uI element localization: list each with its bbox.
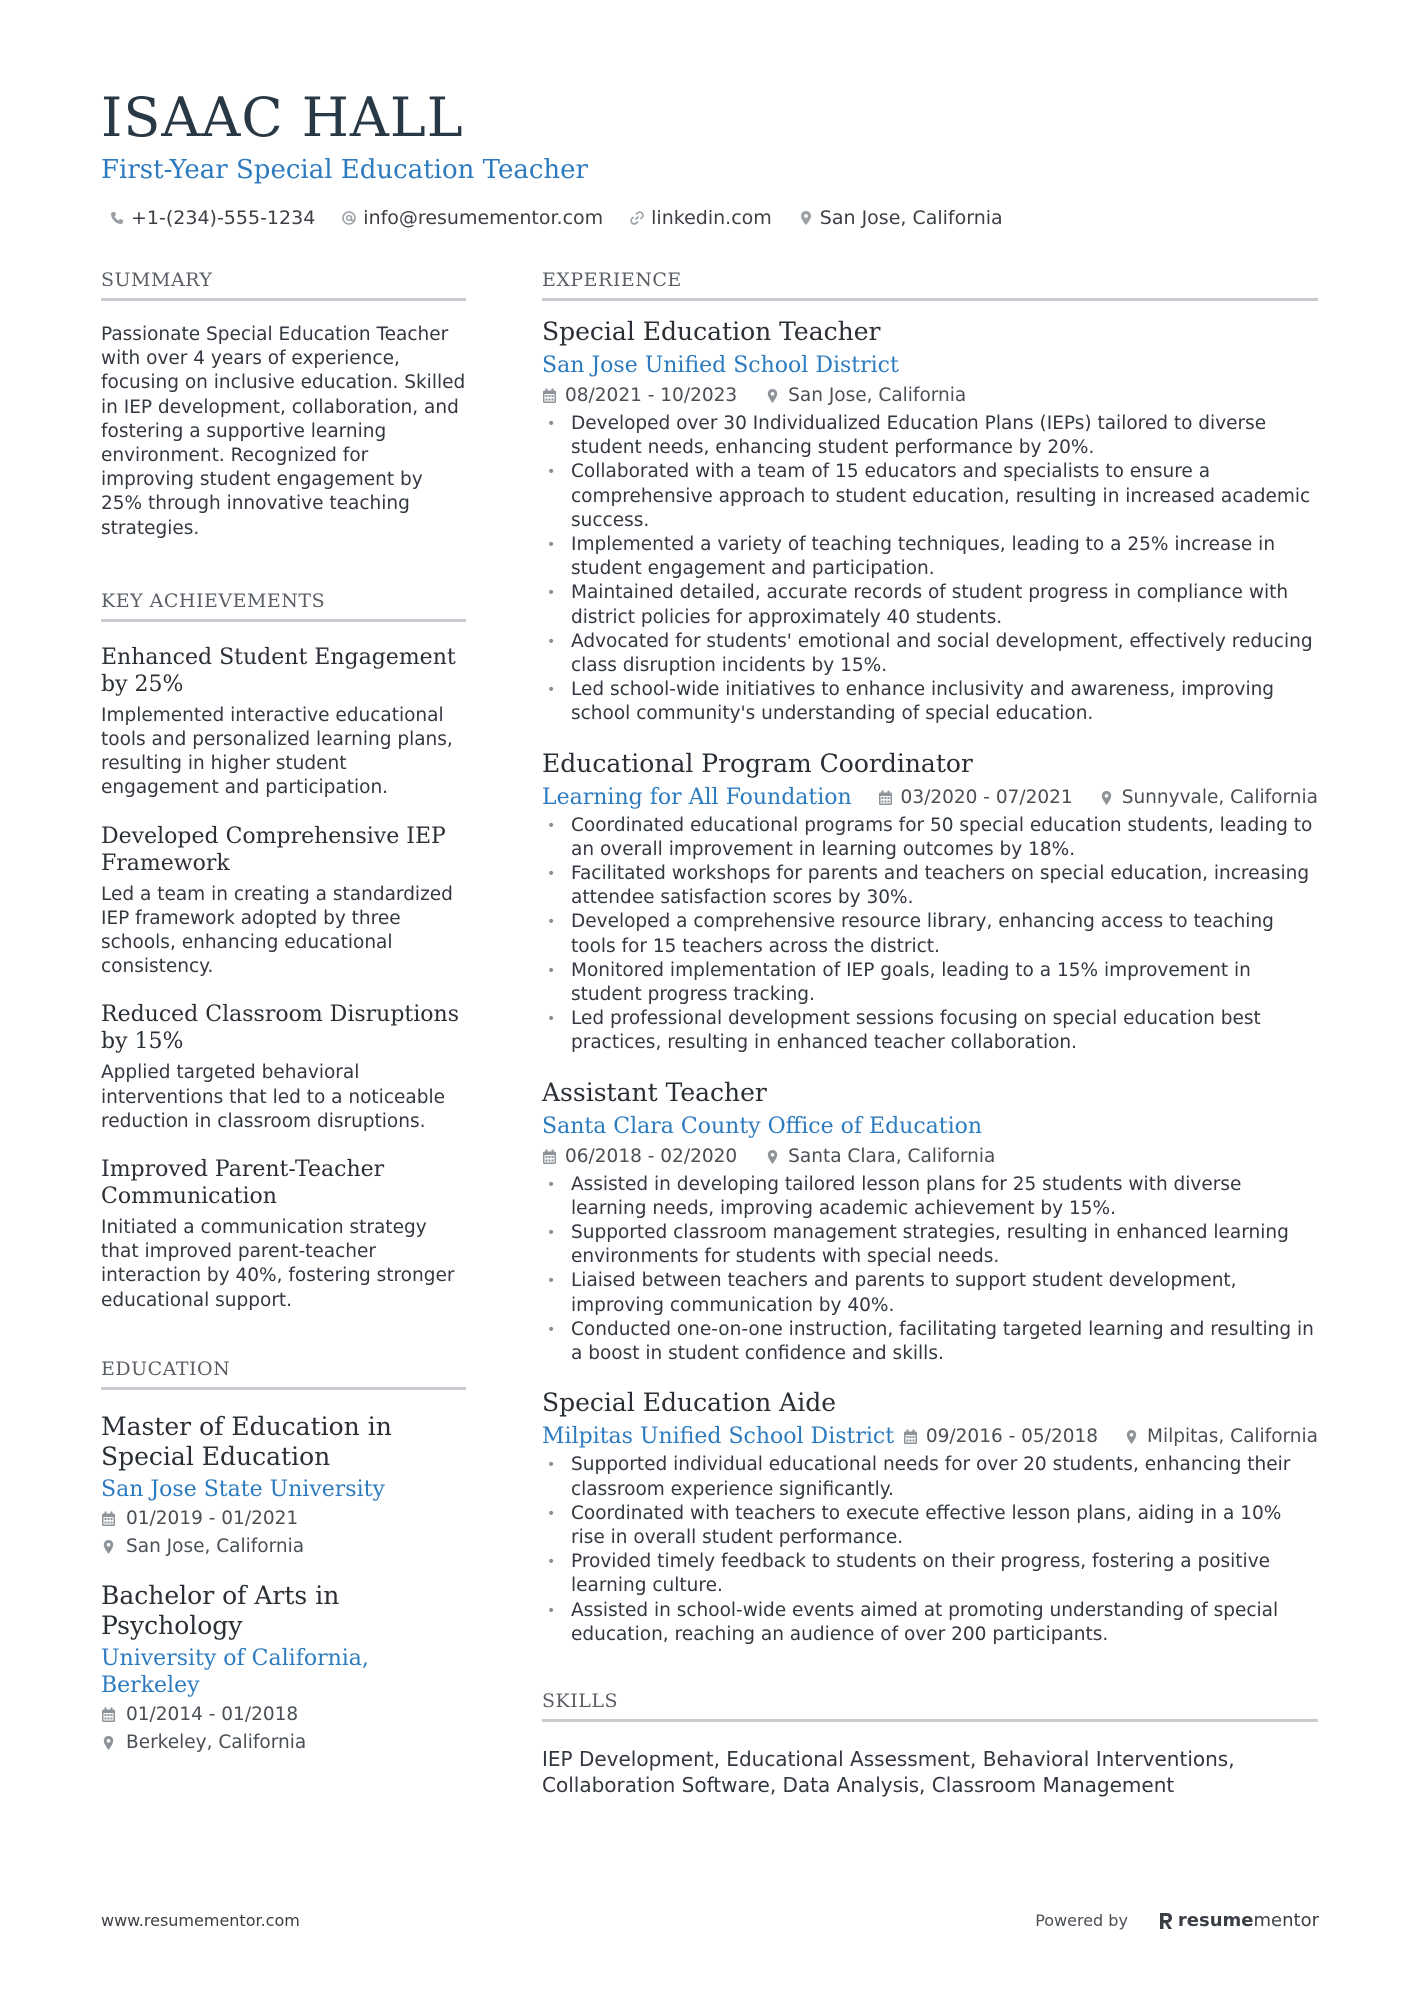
- job-location-text: Sunnyvale, California: [1121, 786, 1318, 808]
- job-company: Learning for All Foundation: [542, 784, 852, 810]
- job-bullet: • Facilitated workshops for parents and teachers on special education, increasing attendee satisfaction scores by 30%.: [542, 862, 1318, 910]
- left-column: [101, 268, 466, 1755]
- job-dates-text: 06/2018 - 02/2020: [565, 1145, 738, 1167]
- job-meta-group: [878, 784, 1318, 812]
- education-location-text: San Jose, California: [126, 1535, 305, 1557]
- candidate-name: ISAAC HALL: [101, 86, 464, 149]
- contact-location-text: San Jose, California: [819, 207, 1003, 229]
- calendar-icon: [878, 790, 893, 806]
- experience-section: [542, 268, 1318, 1647]
- powered-by-label: Powered by: [1035, 1911, 1128, 1930]
- resumementor-logo-icon: [1158, 1911, 1174, 1931]
- job-company: Milpitas Unified School District: [542, 1424, 895, 1450]
- job-bullet: • Maintained detailed, accurate records of student progress in compliance with district policies for approximately 40 students.: [542, 581, 1318, 629]
- achievements-section: [101, 589, 466, 1313]
- job-bullet: • Led professional development sessions focusing on special education best practices, resulting in enhanced teacher collaboration.: [542, 1007, 1318, 1055]
- achievement-title: Improved Parent-Teacher Communication: [101, 1157, 385, 1210]
- education-dates-text: 01/2019 - 01/2021: [126, 1507, 299, 1529]
- job-bullet: • Monitored implementation of IEP goals, leading to a 15% improvement in student progress tracking.: [542, 959, 1318, 1007]
- job-title: Assistant Teacher: [542, 1077, 767, 1107]
- contact-linkedin-text: linkedin.com: [651, 207, 772, 229]
- contact-bar: [109, 206, 1321, 230]
- job-bullets: [542, 1173, 1318, 1367]
- achievement-title: Reduced Classroom Disruptions by 15%: [101, 1002, 459, 1055]
- job-bullet: • Led school-wide initiatives to enhance inclusivity and awareness, improving school community's understanding of special education.: [542, 678, 1318, 726]
- job-company: Santa Clara County Office of Education: [542, 1113, 983, 1139]
- achievements-heading: KEY ACHIEVEMENTS: [101, 589, 466, 622]
- contact-email[interactable]: [341, 206, 603, 230]
- job-company-row: [542, 1113, 1318, 1141]
- job-bullets: [542, 412, 1318, 727]
- calendar-icon: [542, 388, 557, 404]
- calendar-icon: [101, 1707, 116, 1723]
- location-pin-icon: [798, 210, 814, 226]
- job-title: Educational Program Coordinator: [542, 748, 973, 778]
- job-bullet: • Developed a comprehensive resource library, enhancing access to teaching tools for 15 teachers across the district.: [542, 910, 1318, 958]
- achievement-item: [101, 823, 466, 980]
- job-location: [765, 1143, 995, 1171]
- job-company-row: [542, 1423, 1318, 1451]
- job-dates-text: 09/2016 - 05/2018: [925, 1426, 1099, 1448]
- contact-phone-text: +1-(234)-555-1234: [131, 207, 316, 229]
- brand-name-bold: resume: [1177, 1910, 1254, 1931]
- job-meta-row: [542, 382, 1318, 410]
- location-pin-icon: [101, 1735, 116, 1751]
- brand-name-light: mentor: [1253, 1910, 1319, 1931]
- job-bullet: • Supported classroom management strategies, resulting in enhanced learning environments for students with special needs.: [542, 1221, 1318, 1269]
- link-icon: [629, 210, 645, 226]
- summary-text: Passionate Special Education Teacher with over 4 years of experience, focusing on inclusive education. Skilled in IEP development, collaboration, and fostering a supportive learning environment. Recognized for improving student engagement by 25% through innovative teaching strategies.: [101, 324, 466, 539]
- job-location-text: Santa Clara, California: [788, 1145, 996, 1167]
- education-dates: [101, 1703, 466, 1727]
- job-bullet: • Implemented a variety of teaching techniques, leading to a 25% increase in student engagement and participation.: [542, 533, 1318, 581]
- job-dates: [542, 1143, 737, 1171]
- candidate-title: First-Year Special Education Teacher: [101, 155, 588, 185]
- summary-section: [101, 268, 466, 541]
- brand-logo[interactable]: [1158, 1910, 1319, 1931]
- education-section: [101, 1357, 466, 1755]
- job-item: [542, 749, 1318, 1056]
- education-heading: EDUCATION: [101, 1357, 466, 1390]
- footer-website-link[interactable]: www.resumementor.com: [101, 1911, 300, 1930]
- resume-header: [101, 86, 1321, 230]
- calendar-icon: [903, 1429, 918, 1445]
- job-bullet: • Assisted in school-wide events aimed at promoting understanding of special education, reaching an audience of over 200 participants.: [542, 1599, 1318, 1647]
- job-bullets: [542, 1453, 1318, 1647]
- job-dates: [542, 382, 737, 410]
- education-item: [101, 1581, 466, 1755]
- job-location: [1124, 1423, 1318, 1451]
- contact-location: [798, 206, 1003, 230]
- summary-heading: SUMMARY: [101, 268, 466, 301]
- job-bullet: • Advocated for students' emotional and social development, effectively reducing class disruption incidents by 15%.: [542, 630, 1318, 678]
- job-bullet: • Supported individual educational needs for over 20 students, enhancing their classroom experience significantly.: [542, 1453, 1318, 1501]
- skills-text: IEP Development, Educational Assessment, Behavioral Interventions, Collaboration Software, Data Analysis, Classroom Management: [542, 1746, 1235, 1797]
- education-school: University of California, Berkeley: [101, 1645, 369, 1698]
- job-bullet: • Conducted one-on-one instruction, facilitating targeted learning and resulting in a boost in student confidence and skills.: [542, 1318, 1318, 1366]
- achievement-desc: Initiated a communication strategy that improved parent-teacher interaction by 40%, fostering stronger educational support.: [101, 1217, 455, 1311]
- education-school: San Jose State University: [101, 1476, 385, 1502]
- education-location-text: Berkeley, California: [126, 1731, 307, 1753]
- achievement-title: Developed Comprehensive IEP Framework: [101, 823, 446, 876]
- job-bullet: • Provided timely feedback to students on their progress, fostering a positive learning culture.: [542, 1550, 1318, 1598]
- achievement-title: Enhanced Student Engagement by 25%: [101, 644, 456, 697]
- job-bullet: • Liaised between teachers and parents to support student development, improving communication by 40%.: [542, 1269, 1318, 1317]
- location-pin-icon: [1124, 1429, 1139, 1445]
- achievement-item: [101, 1001, 466, 1134]
- contact-email-text: info@resumementor.com: [363, 207, 604, 229]
- calendar-icon: [101, 1511, 116, 1527]
- experience-heading: EXPERIENCE: [542, 268, 1318, 301]
- job-item: [542, 317, 1318, 727]
- achievement-desc: Led a team in creating a standardized IEP framework adopted by three schools, enhancing educational consistency.: [101, 883, 453, 978]
- job-meta-row: [542, 1143, 1318, 1171]
- job-bullet: • Assisted in developing tailored lesson plans for 25 students with diverse learning needs, improving academic achievement by 15%.: [542, 1173, 1318, 1221]
- page-footer: [101, 1910, 1319, 1931]
- job-bullets: [542, 814, 1318, 1056]
- contact-linkedin[interactable]: [629, 206, 772, 230]
- job-company-row: [542, 784, 1318, 812]
- education-degree: Bachelor of Arts in Psychology: [101, 1580, 340, 1640]
- job-title: Special Education Aide: [542, 1388, 837, 1418]
- achievement-item: [101, 1156, 466, 1313]
- job-item: [542, 1078, 1318, 1367]
- achievement-desc: Applied targeted behavioral interventions that led to a noticeable reduction in classroom disruptions.: [101, 1062, 445, 1132]
- job-location: [1099, 784, 1318, 812]
- job-location-text: San Jose, California: [788, 385, 967, 406]
- education-location: [101, 1731, 466, 1755]
- job-bullet: • Developed over 30 Individualized Education Plans (IEPs) tailored to diverse student needs, enhancing student performance by 20%.: [542, 412, 1318, 460]
- job-location: [765, 382, 966, 410]
- powered-by: [1035, 1910, 1319, 1931]
- job-bullet: • Coordinated with teachers to execute effective lesson plans, aiding in a 10% rise in overall student performance.: [542, 1502, 1318, 1550]
- job-dates: [878, 784, 1073, 812]
- location-pin-icon: [1099, 790, 1114, 806]
- education-degree: Master of Education in Special Education: [101, 1411, 392, 1471]
- job-bullet: • Coordinated educational programs for 50 special education students, leading to an overall improvement in learning outcomes by 18%.: [542, 814, 1318, 862]
- contact-phone[interactable]: [109, 206, 315, 230]
- education-dates-text: 01/2014 - 01/2018: [126, 1703, 299, 1725]
- education-location: [101, 1535, 466, 1559]
- location-pin-icon: [101, 1539, 116, 1555]
- phone-icon: [109, 210, 125, 226]
- job-title: Special Education Teacher: [542, 317, 881, 346]
- education-item: [101, 1412, 466, 1559]
- right-column: [542, 268, 1318, 1798]
- achievement-desc: Implemented interactive educational tools and personalized learning plans, resulting in higher student engagement and participation.: [101, 704, 453, 799]
- job-dates-text: 03/2020 - 07/2021: [900, 786, 1073, 808]
- job-dates: [903, 1423, 1098, 1451]
- location-pin-icon: [765, 1149, 780, 1165]
- job-item: [542, 1388, 1318, 1647]
- job-location-text: Milpitas, California: [1147, 1426, 1318, 1448]
- education-dates: [101, 1507, 466, 1531]
- location-pin-icon: [765, 388, 780, 404]
- job-meta-group: [903, 1423, 1318, 1451]
- job-company: San Jose Unified School District: [542, 353, 899, 378]
- skills-section: [542, 1689, 1318, 1798]
- job-bullet: • Collaborated with a team of 15 educators and specialists to ensure a comprehensive approach to student education, resulting in increased academic success.: [542, 460, 1318, 533]
- at-icon: [341, 210, 357, 226]
- job-company-row: [542, 352, 1318, 380]
- achievement-item: [101, 644, 466, 801]
- job-dates-text: 08/2021 - 10/2023: [565, 385, 738, 406]
- skills-heading: SKILLS: [542, 1689, 1318, 1722]
- calendar-icon: [542, 1149, 557, 1165]
